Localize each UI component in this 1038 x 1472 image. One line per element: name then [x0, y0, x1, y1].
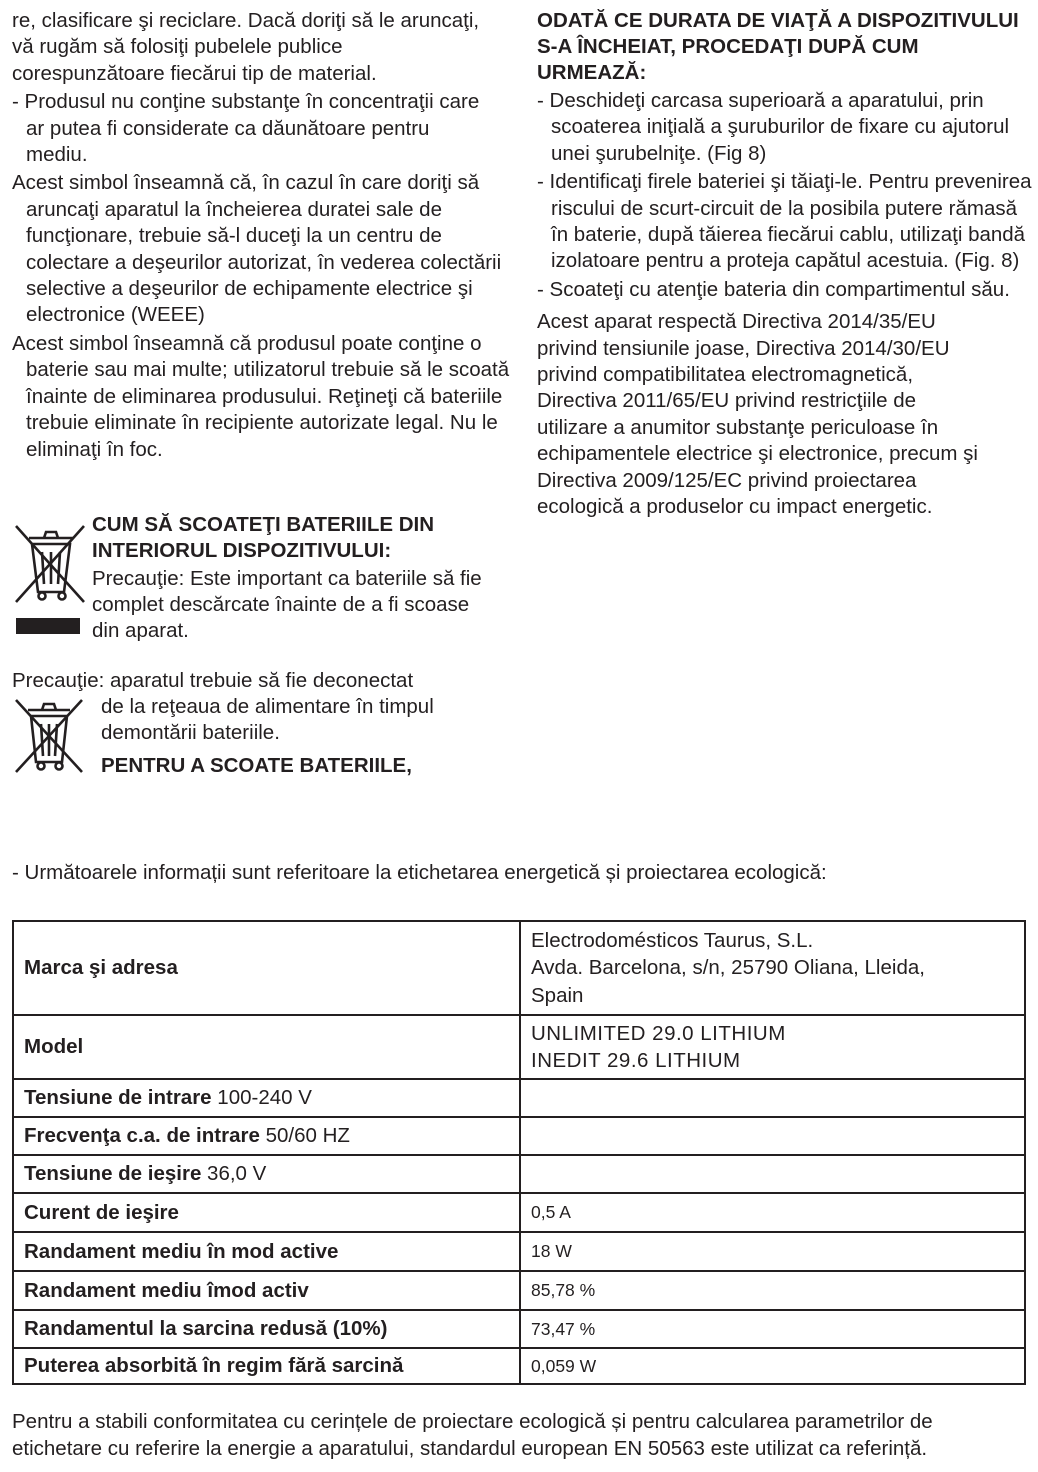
model-line: INEDIT 29.6 LITHIUM [531, 1049, 741, 1072]
energy-label-intro: - Următoarele informații sunt referitoare la etichetarea energetică și proiectarea ecologică: [12, 861, 827, 884]
row-value: 0,5 A [520, 1193, 1025, 1232]
remove-batteries-heading: PENTRU A SCOATE BATERIILE, [101, 753, 412, 777]
row-label: Randamentul la sarcina redusă (10%) [13, 1310, 520, 1348]
directive-paragraph: Acest aparat respectă Directiva 2014/35/EU privind tensiunile joase, Directiva 2014/30/EU privind compatibilitatea electromagnetică, Directiva 2011/65/EU privind restricţiile de utilizare a anumitor substanţe periculoase în echipamentele electrice şi electronice, precum şi Directiva 2009/125/EC privind proiectarea ecologică a produselor cu impact energetic. [537, 310, 978, 519]
brand-line: Avda. Barcelona, s/n, 25790 Oliana, Lleida, [531, 956, 925, 980]
step-open-casing: - Deschideţi carcasa superioară a aparatului, prin scoaterea iniţială a şuruburilor de fixare cu ajutorul unei şurubelniţe. (Fig 8) [537, 89, 1010, 165]
energy-spec-table [12, 920, 1026, 1385]
brand-line: Spain [531, 983, 584, 1007]
row-label: Tensiune de intrare 100-240 V [13, 1079, 520, 1117]
row-label: Frecvenţa c.a. de intrare 50/60 HZ [13, 1117, 520, 1155]
table-row [13, 1079, 1025, 1117]
table-row [13, 921, 1025, 1015]
row-value [520, 1117, 1025, 1155]
table-row [13, 1310, 1025, 1348]
table-row [13, 1015, 1025, 1079]
weee-paragraph: Acest simbol înseamnă că, în cazul în care doriţi să aruncaţi aparatul la încheierea duratei sale de funcţionare, trebuie să-l duceţi la un centru de colectare a deşeurilor autorizat, în vederea colectării selective a deşeurilor de echipamente electrice şi electronice (WEEE) [12, 171, 502, 327]
brand-line: Electrodomésticos Taurus, S.L. [531, 928, 814, 952]
row-label: Curent de ieşire [13, 1193, 520, 1232]
table-row [13, 1232, 1025, 1271]
row-value [520, 1079, 1025, 1117]
battery-removal-block [92, 512, 512, 644]
row-value: 0,059 W [520, 1348, 1025, 1384]
mains-caution-text: de la reţeaua de alimentare în timpul demontării bateriile. [101, 695, 434, 745]
brand-value [520, 921, 1025, 1015]
model-line: UNLIMITED 29.0 LITHIUM [531, 1021, 786, 1045]
right-column [537, 8, 1032, 521]
end-of-life-heading: ODATĂ CE DURATA DE VIAŢĂ A DISPOZITIVULUI S-A ÎNCHEIAT, PROCEDAŢI DUPĂ CUM URMEAZĂ: [537, 9, 1019, 84]
row-label: Puterea absorbită în regim fără sarcină [13, 1348, 520, 1384]
row-value: 73,47 % [520, 1310, 1025, 1348]
battery-caution-text: Precauţie: Este important ca bateriile să fie complet descărcate înainte de a fi scoase din aparat. [92, 567, 482, 642]
model-label: Model [13, 1015, 520, 1079]
table-row [13, 1348, 1025, 1384]
left-column [12, 8, 517, 463]
brand-label: Marca şi adresa [13, 921, 520, 1015]
table-row [13, 1193, 1025, 1232]
row-value [520, 1155, 1025, 1193]
row-label: Randament mediu îmod activ [13, 1271, 520, 1310]
battery-removal-heading: CUM SĂ SCOATEŢI BATERIILE DIN INTERIORUL DISPOZITIVULUI: [92, 513, 435, 562]
substances-bullet: - Produsul nu conţine substanţe în concentraţii care ar putea fi considerate ca dăunătoare pentru mediu. [12, 90, 480, 167]
row-value: 18 W [520, 1232, 1025, 1271]
row-label: Randament mediu în mod active [13, 1232, 520, 1271]
row-label: Tensiune de ieşire 36,0 V [13, 1155, 520, 1193]
step-cut-wires: - Identificaţi firele bateriei şi tăiaţi-le. Pentru prevenirea riscului de scurt-circuit de la posibila putere rămasă în baterie, după tăierea fiecărui cablu, utilizaţi bandă izolatoare pentru a proteja capătul acestuia. (Fig. 8) [537, 170, 1032, 273]
step-remove-battery: - Scoateţi cu atenţie bateria din compartimentul său. [537, 277, 1010, 301]
standard-reference-note: Pentru a stabili conformitatea cu cerințele de proiectare ecologică și pentru calcularea parametrilor de etichetare cu referire la energie a aparatului, standardul european EN 50563 este utilizat ca referință. [12, 1410, 933, 1460]
table-row [13, 1117, 1025, 1155]
mains-caution-block [101, 694, 501, 779]
table-row [13, 1271, 1025, 1310]
row-value: 85,78 % [520, 1271, 1025, 1310]
mains-caution-lead: Precauţie: aparatul trebuie să fie deconectat [12, 669, 414, 692]
battery-symbol-paragraph: Acest simbol înseamnă că produsul poate conţine o baterie sau mai multe; utilizatorul trebuie să le scoată înainte de eliminarea produsului. Reţineţi că bateriile trebuie eliminate în recipiente autorizate legal. Nu le eliminaţi în foc. [12, 331, 510, 461]
crossed-bin-icon [12, 694, 86, 776]
model-value [520, 1015, 1025, 1079]
crossed-bin-battery-icon [12, 518, 90, 642]
recycling-paragraph: re, clasificare şi reciclare. Dacă doriţi să le aruncaţi, vă rugăm să folosiţi pubelele publice corespunzătoare fiecărui tip de material. [12, 9, 480, 85]
table-row [13, 1155, 1025, 1193]
